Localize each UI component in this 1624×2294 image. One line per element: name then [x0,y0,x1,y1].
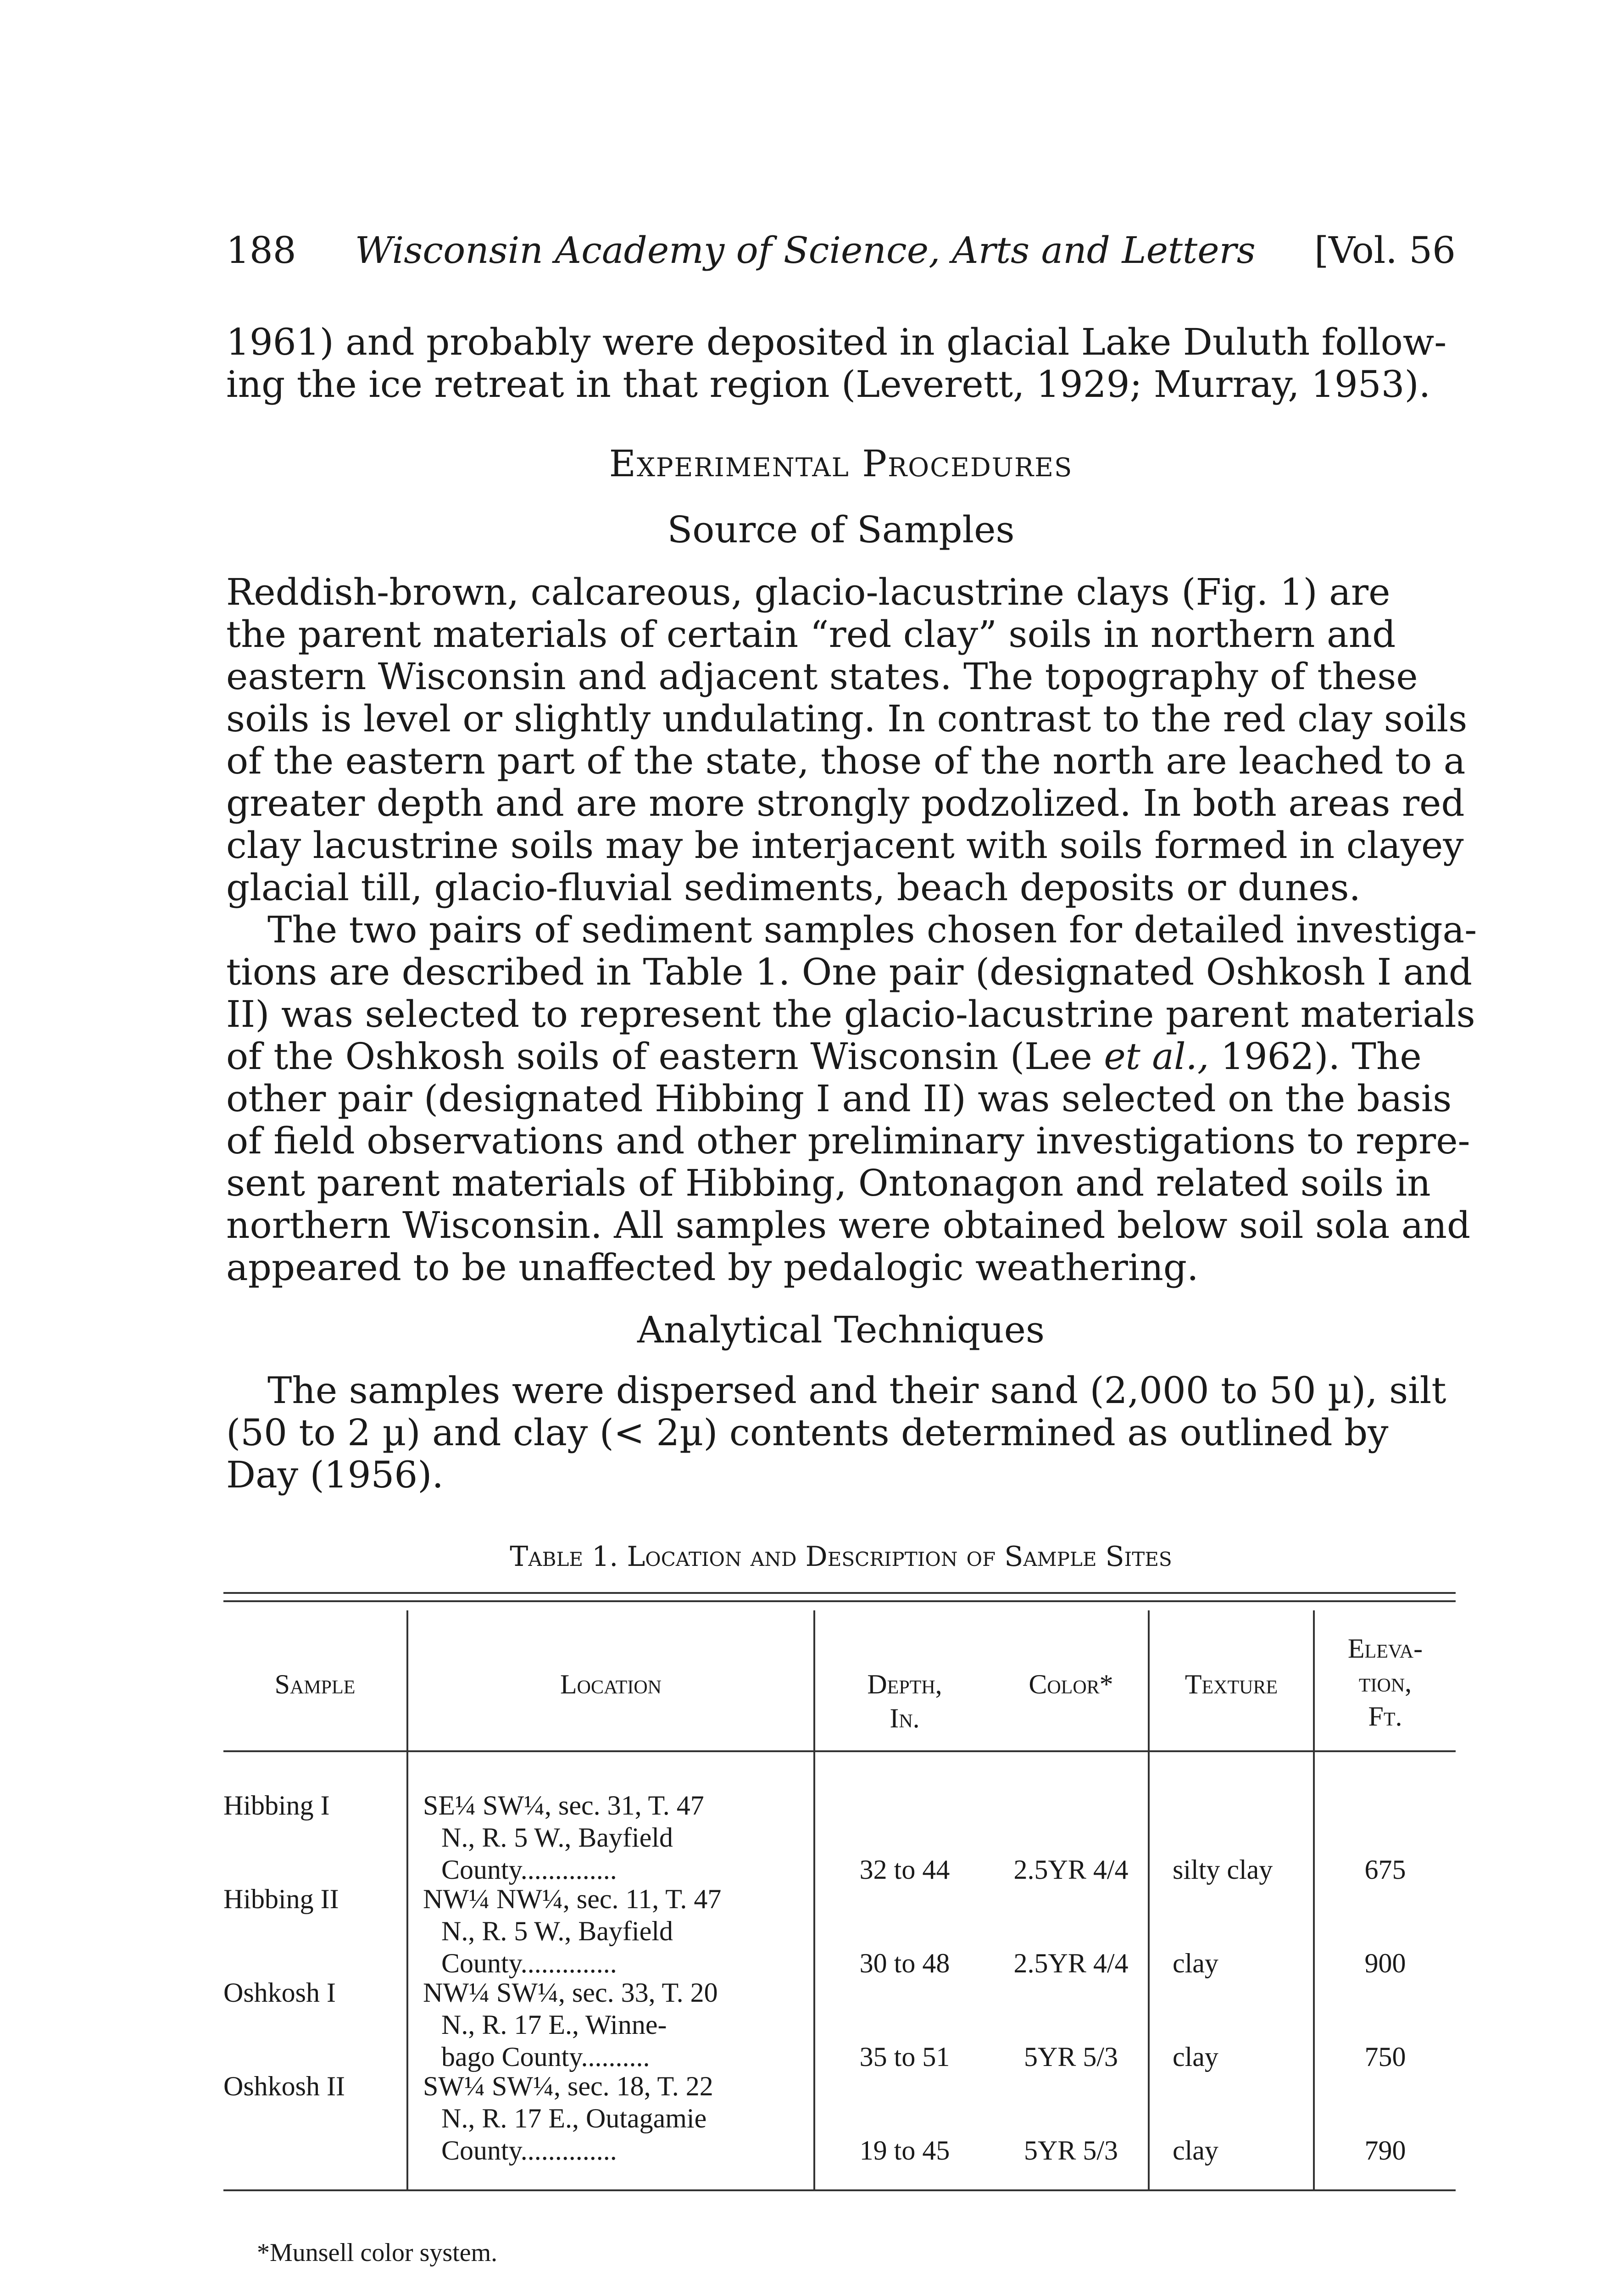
body-line: Day (1956). [226,1453,444,1496]
body-line: greater depth and are more strongly podzolized. In both areas red [226,782,1465,824]
subheading-analytical-techniques: Analytical Techniques [637,1308,1045,1351]
table-cell-depth: 30 to 48 [859,1948,950,1978]
table-cell-elevation: 790 [1364,2135,1406,2166]
body-line: of field observations and other preliminary investigations to repre- [226,1119,1470,1162]
table-cell-elevation: 675 [1364,1854,1406,1885]
body-line: soils is level or slightly undulating. In contrast to the red clay soils [226,697,1468,740]
table-cell-depth: 32 to 44 [859,1854,950,1885]
body-line: 1961) and probably were deposited in glacial Lake Duluth follow- [226,321,1447,363]
table-cell-color: 5YR 5/3 [1023,2135,1118,2166]
header-elevation: Eleva- tion, Ft. [1347,1633,1423,1732]
body-line: Reddish-brown, calcareous, glacio-lacustrine clays (Fig. 1) are [226,571,1390,613]
citation-italic: et al., [1104,1035,1209,1078]
body-line: glacial till, glacio-fluvial sediments, beach deposits or dunes. [226,866,1361,909]
header-sample: Sample [274,1669,356,1699]
table-cell-texture: clay [1173,2042,1218,2072]
table-top-rule-2 [223,1600,1456,1602]
header-depth: Depth, In. [867,1669,942,1733]
table-cell-color: 2.5YR 4/4 [1013,1854,1129,1885]
journal-title: Wisconsin Academy of Science, Arts and Letters [355,229,1256,272]
table-cell-depth: 35 to 51 [859,2042,950,2072]
table-cell-elevation: 750 [1364,2042,1406,2072]
body-line: sent parent materials of Hibbing, Ontonagon and related soils in [226,1162,1431,1204]
table-cell-elevation: 900 [1364,1948,1406,1978]
body-line: (50 to 2 µ) and clay (< 2µ) contents determined as outlined by [226,1411,1389,1454]
table-cell-color: 2.5YR 4/4 [1013,1948,1129,1978]
body-line: ing the ice retreat in that region (Leverett, 1929; Murray, 1953). [226,363,1431,406]
table-cell-sample: Hibbing I [223,1790,330,1821]
header-location: Location [560,1669,662,1699]
header-color: Color* [1029,1669,1113,1699]
section-heading: Experimental Procedures [609,442,1073,485]
table-footnote: *Munsell color system. [257,2238,498,2267]
body-line: The two pairs of sediment samples chosen for detailed investiga- [267,908,1477,951]
body-line: northern Wisconsin. All samples were obtained below soil sola and [226,1204,1471,1247]
body-line: eastern Wisconsin and adjacent states. The topography of these [226,655,1418,698]
body-line-citation: of the Oshkosh soils of eastern Wisconsin (Lee et al., 1962). The [226,1035,1422,1078]
header-texture: Texture [1185,1669,1278,1699]
table-bottom-rule [223,2189,1456,2191]
body-line: other pair (designated Hibbing I and II) was selected on the basis [226,1077,1452,1120]
table-cell-location: SW¼ SW¼, sec. 18, T. 22 N., R. 17 E., Outagamie County.............. [423,2071,713,2166]
body-line: of the eastern part of the state, those of the north are leached to a [226,740,1466,782]
subheading-source-of-samples: Source of Samples [667,508,1015,551]
body-line: The samples were dispersed and their sand (2,000 to 50 µ), silt [267,1369,1446,1412]
table-cell-location: SE¼ SW¼, sec. 31, T. 47 N., R. 5 W., Bayfield County.............. [423,1790,704,1885]
table-cell-location: NW¼ NW¼, sec. 11, T. 47 N., R. 5 W., Bayfield County.............. [423,1884,722,1978]
volume-label: [Vol. 56 [1314,229,1456,272]
table-cell-sample: Hibbing II [223,1884,339,1914]
table-cell-depth: 19 to 45 [859,2135,950,2166]
table-caption: Table 1. Location and Description of Sample Sites [510,1541,1172,1573]
table-cell-sample: Oshkosh II [223,2071,345,2101]
body-line: tions are described in Table 1. One pair (designated Oshkosh I and [226,951,1473,993]
page-number: 188 [226,229,296,272]
table-cell-texture: clay [1173,1948,1218,1978]
running-head [226,229,1456,272]
table-cell-sample: Oshkosh I [223,1977,336,2008]
table-top-rule-1 [223,1592,1456,1594]
body-line: clay lacustrine soils may be interjacent with soils formed in clayey [226,824,1464,867]
body-line: appeared to be unaffected by pedalogic weathering. [226,1246,1199,1289]
table-cell-texture: silty clay [1173,1854,1273,1885]
table-cell-texture: clay [1173,2135,1218,2166]
body-line: the parent materials of certain “red clay” soils in northern and [226,613,1396,656]
table-cell-color: 5YR 5/3 [1023,2042,1118,2072]
table-cell-location: NW¼ SW¼, sec. 33, T. 20 N., R. 17 E., Winne- bago County.......... [423,1977,718,2072]
body-line: II) was selected to represent the glacio-lacustrine parent materials [226,993,1475,1036]
